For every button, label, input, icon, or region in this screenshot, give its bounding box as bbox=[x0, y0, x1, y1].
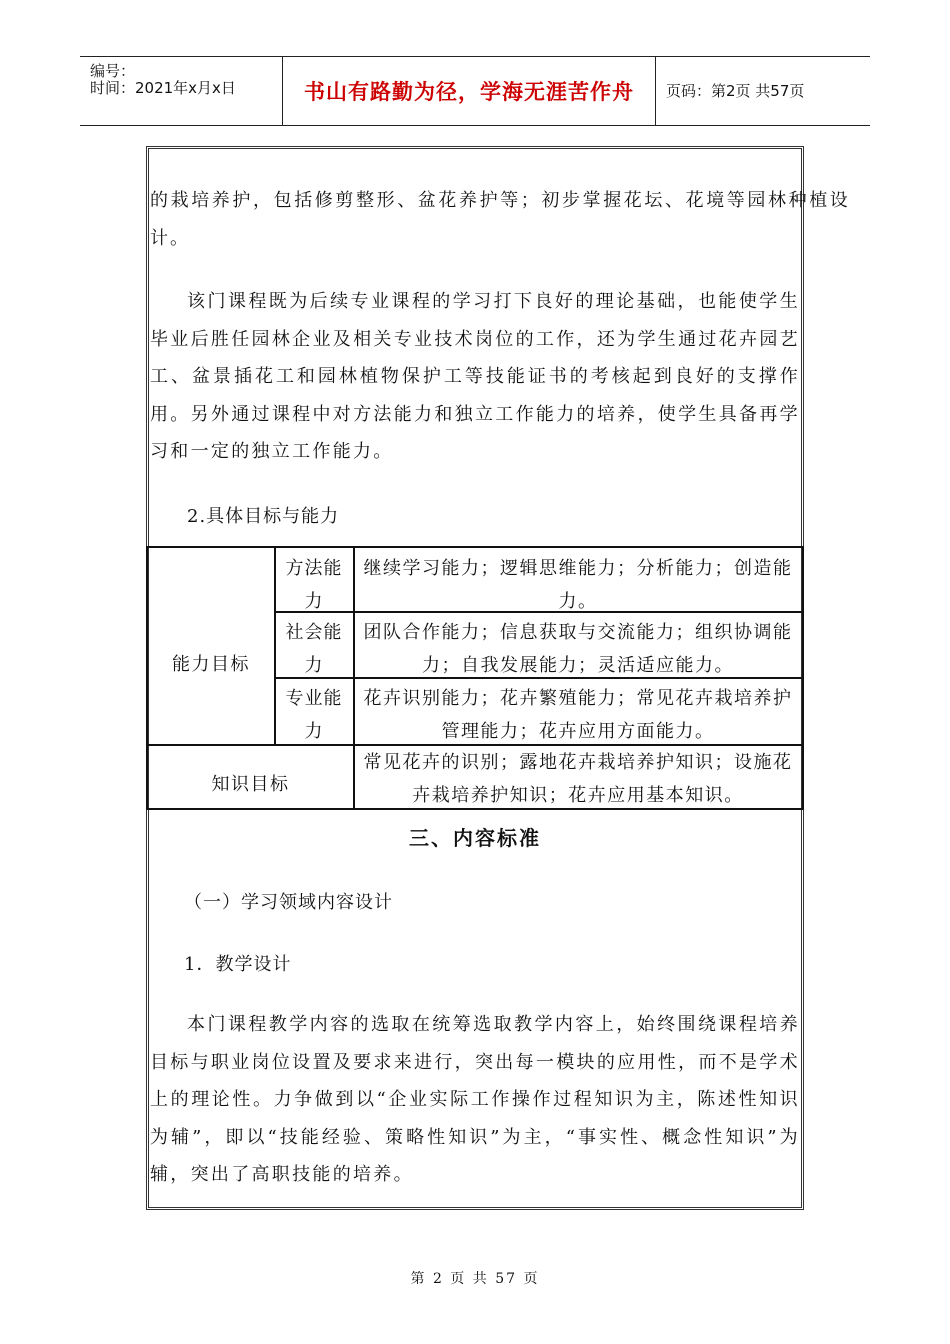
knowledge-goal-label: 知识目标 bbox=[211, 774, 290, 795]
row-content-method: 继续学习能力；逻辑思维能力；分析能力；创造能力。 bbox=[363, 558, 793, 612]
time-label: 时间：2021年x月x日 bbox=[90, 79, 236, 97]
page-header bbox=[80, 56, 870, 126]
ability-goal-label: 能力目标 bbox=[172, 654, 250, 675]
knowledge-goal-content: 常见花卉的识别；露地花卉栽培养护知识；设施花卉栽培养护知识；花卉应用基本知识。 bbox=[363, 752, 793, 806]
table-divider bbox=[274, 548, 276, 744]
row-category-social: 社会能力 bbox=[285, 622, 343, 676]
subheading-domain-design: （一）学习领域内容设计 bbox=[184, 892, 393, 913]
section-title-content-standard: 三、内容标准 bbox=[409, 826, 541, 850]
para1-line1: 的栽培养护，包括修剪整形、盆花养护等；初步掌握花坛、花境等园林种植设 bbox=[150, 190, 851, 211]
page-info: 页码：第2页 共57页 bbox=[666, 82, 805, 100]
row-category-method: 方法能力 bbox=[285, 558, 343, 612]
header-page-cell bbox=[656, 57, 870, 125]
heading-specific-goals: 2.具体目标与能力 bbox=[187, 506, 340, 527]
ability-table bbox=[146, 546, 804, 810]
header-meta-cell bbox=[80, 57, 283, 125]
para1-line2: 计。 bbox=[150, 228, 190, 249]
row-content-professional: 花卉识别能力；花卉繁殖能力；常见花卉栽培养护管理能力；花卉应用方面能力。 bbox=[363, 688, 793, 742]
number-label: 编号： bbox=[90, 62, 136, 80]
row-content-social: 团队合作能力；信息获取与交流能力；组织协调能力；自我发展能力；灵活适应能力。 bbox=[363, 622, 793, 676]
page-footer: 第 2 页 共 57 页 bbox=[410, 1271, 540, 1287]
subheading-teaching-design: 1．教学设计 bbox=[184, 954, 292, 975]
motto-text: 书山有路勤为径，学海无涯苦作舟 bbox=[304, 80, 634, 104]
paragraph-course-value: 该门课程既为后续专业课程的学习打下良好的理论基础，也能使学生毕业后胜任园林企业及相关专业技术岗位的工作，还为学生通过花卉园艺工、盆景插花工和园林植物保护工等技能证书的考核起到良好的支撑作用。另外通过课程中对方法能力和独立工作能力的培养，使学生具备再学习和一定的独立工作能力。 bbox=[150, 291, 800, 463]
row-category-professional: 专业能力 bbox=[285, 688, 343, 742]
paragraph-teaching-design: 本门课程教学内容的选取在统筹选取教学内容上，始终围绕课程培养目标与职业岗位设置及要求来进行，突出每一模块的应用性，而不是学术上的理论性。力争做到以“企业实际工作操作过程知识为主，陈述性知识为辅”，即以“技能经验、策略性知识”为主，“事实性、概念性知识”为辅，突出了高职技能的培养。 bbox=[150, 1014, 800, 1186]
header-motto-cell bbox=[283, 57, 656, 125]
